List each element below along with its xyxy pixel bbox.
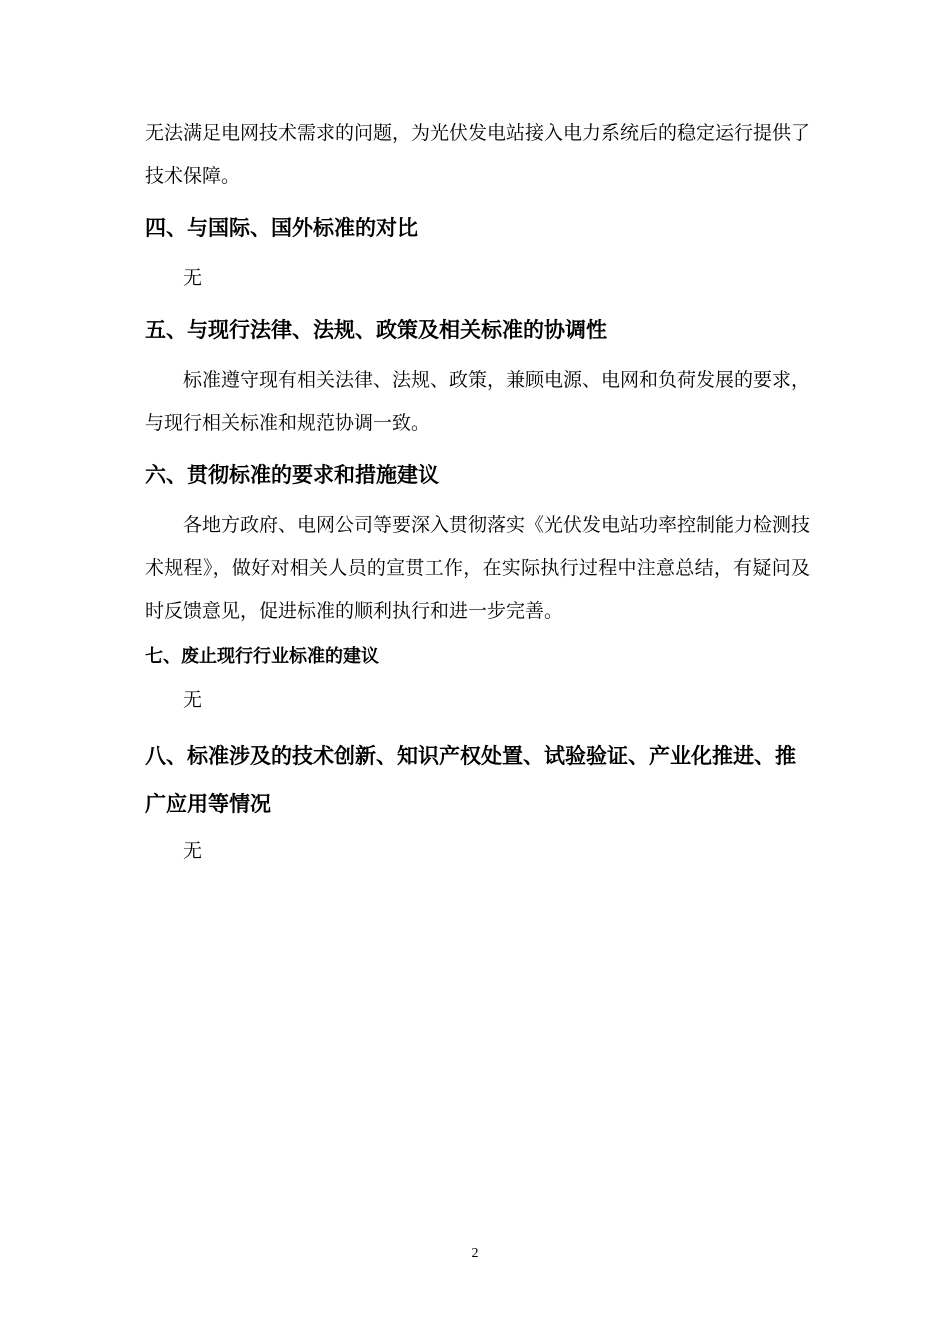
intro-paragraph: 无法满足电网技术需求的问题，为光伏发电站接入电力系统后的稳定运行提供了技术保障。 — [145, 122, 811, 187]
document-page — [145, 112, 810, 873]
page-number: 2 — [471, 1246, 479, 1261]
section-body-6: 各地方政府、电网公司等要深入贯彻落实《光伏发电站功率控制能力检测技术规程》，做好对相关人员的宣贯工作，在实际执行过程中注意总结，有疑问及时反馈意见，促进标准的顺利执行和进一步完善。 — [145, 514, 811, 622]
section-body-8: 无 — [183, 840, 203, 862]
section-heading-6: 六、贯彻标准的要求和措施建议 — [145, 463, 439, 487]
section-heading-4: 四、与国际、国外标准的对比 — [145, 216, 418, 240]
section-heading-8: 八、标准涉及的技术创新、知识产权处置、试验验证、产业化推进、推广应用等情况 — [145, 744, 796, 816]
section-heading-5: 五、与现行法律、法规、政策及相关标准的协调性 — [145, 318, 607, 342]
section-heading-7: 七、废止现行行业标准的建议 — [145, 646, 379, 667]
section-body-7: 无 — [183, 689, 203, 711]
section-body-4: 无 — [183, 267, 203, 289]
section-body-5: 标准遵守现有相关法律、法规、政策，兼顾电源、电网和负荷发展的要求，与现行相关标准和规范协调一致。 — [145, 369, 811, 434]
